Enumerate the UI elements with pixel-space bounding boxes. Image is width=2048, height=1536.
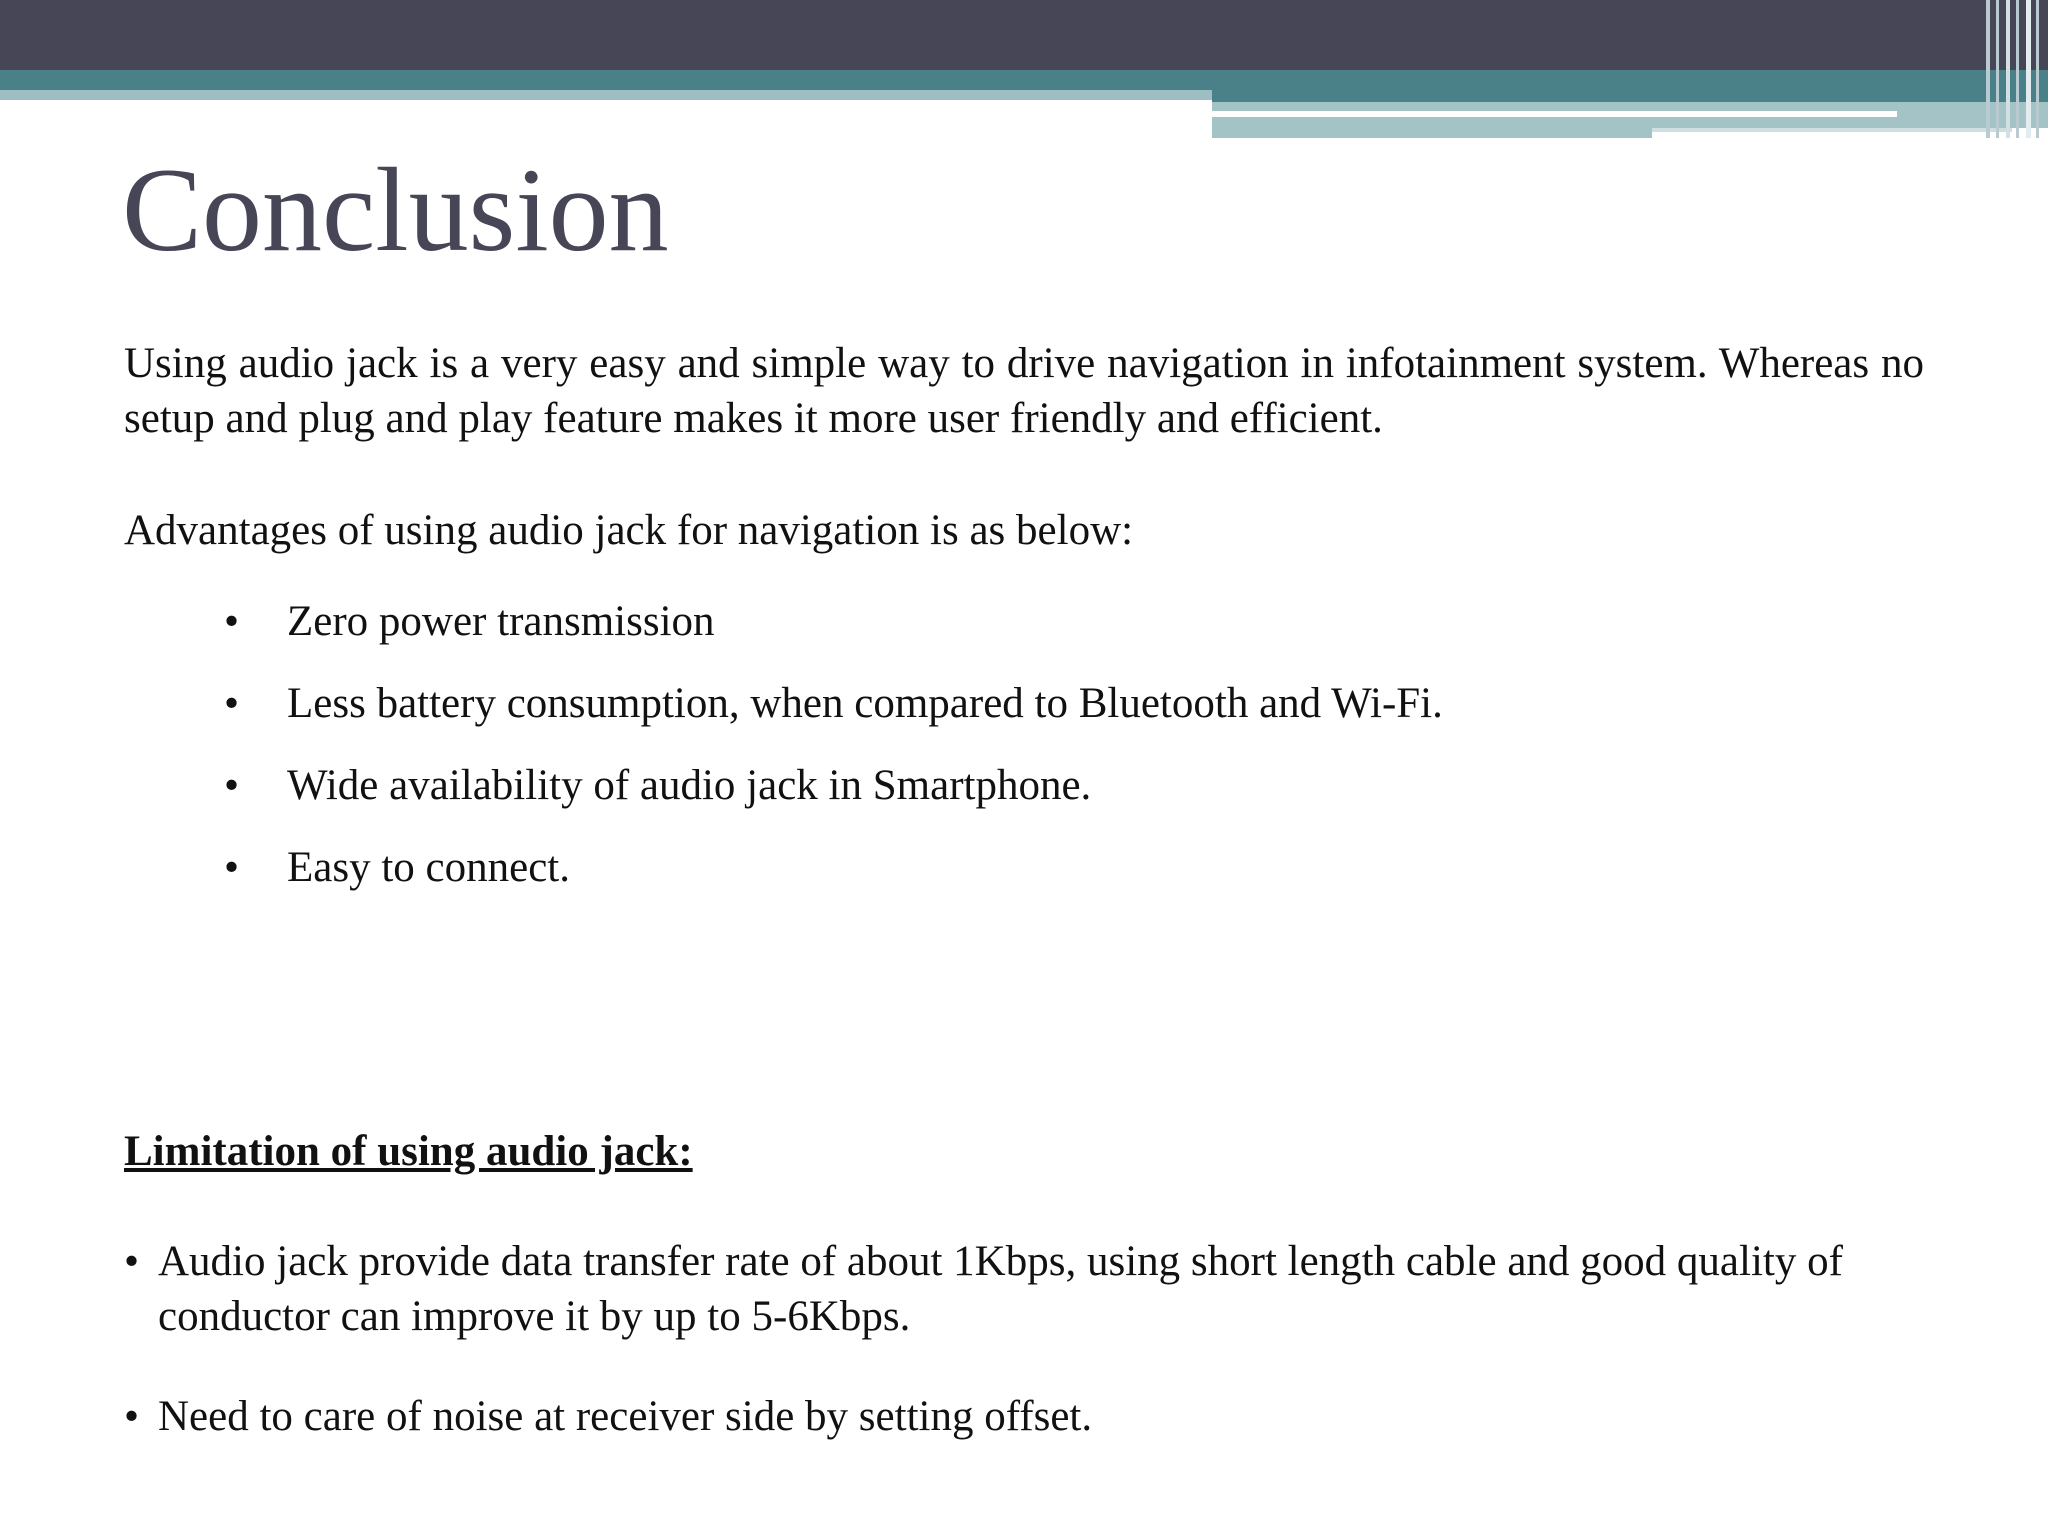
header-bar-teal-right	[1212, 90, 2048, 102]
advantages-heading: Advantages of using audio jack for navigation is as below:	[124, 507, 1134, 554]
header-bar-dark	[0, 0, 2048, 70]
bullet-icon: •	[224, 844, 240, 891]
limitation-item	[124, 1234, 1924, 1344]
intro-paragraph: Using audio jack is a very easy and simple way to drive navigation in infotainment system. Whereas no setup and plug and play feature makes it more user friendly and efficient.	[124, 340, 1924, 442]
header-vertical-stripe	[2016, 0, 2019, 138]
header-vertical-stripe	[1996, 0, 1999, 138]
advantage-text: Zero power transmission	[287, 598, 715, 645]
header-bar-faint-lower	[1652, 128, 2012, 132]
limitations-heading: Limitation of using audio jack:	[124, 1128, 693, 1175]
advantage-text: Less battery consumption, when compared to Bluetooth and Wi-Fi.	[287, 680, 1443, 727]
advantage-item	[124, 676, 1924, 758]
header-vertical-stripe	[1986, 0, 1990, 138]
header-bar-white-line	[1212, 111, 1897, 117]
bullet-icon: •	[124, 1238, 140, 1285]
advantage-item	[124, 840, 1924, 922]
header-bar-teal	[0, 70, 2048, 90]
header-vertical-stripe	[2006, 0, 2010, 138]
bullet-icon: •	[224, 762, 240, 809]
advantage-text: Easy to connect.	[287, 844, 570, 891]
advantage-item	[124, 594, 1924, 676]
bullet-icon: •	[124, 1393, 140, 1440]
header-vertical-stripe	[2026, 0, 2031, 138]
bullet-icon: •	[224, 680, 240, 727]
advantages-list	[124, 594, 1924, 922]
advantage-item	[124, 758, 1924, 840]
advantage-text: Wide availability of audio jack in Smartphone.	[287, 762, 1092, 809]
limitations-list	[124, 1234, 1924, 1444]
slide-title: Conclusion	[122, 143, 669, 276]
limitation-text: Need to care of noise at receiver side by setting offset.	[158, 1393, 1093, 1440]
limitation-item	[124, 1389, 1924, 1444]
limitation-text: Audio jack provide data transfer rate of about 1Kbps, using short length cable and good quality of conductor can improve it by up to 5-6Kbps.	[158, 1238, 1843, 1340]
header-bar-light-left	[0, 90, 1212, 100]
header-bar-light-lower	[1212, 128, 1652, 138]
header-vertical-stripe	[2036, 0, 2039, 138]
bullet-icon: •	[224, 598, 240, 645]
